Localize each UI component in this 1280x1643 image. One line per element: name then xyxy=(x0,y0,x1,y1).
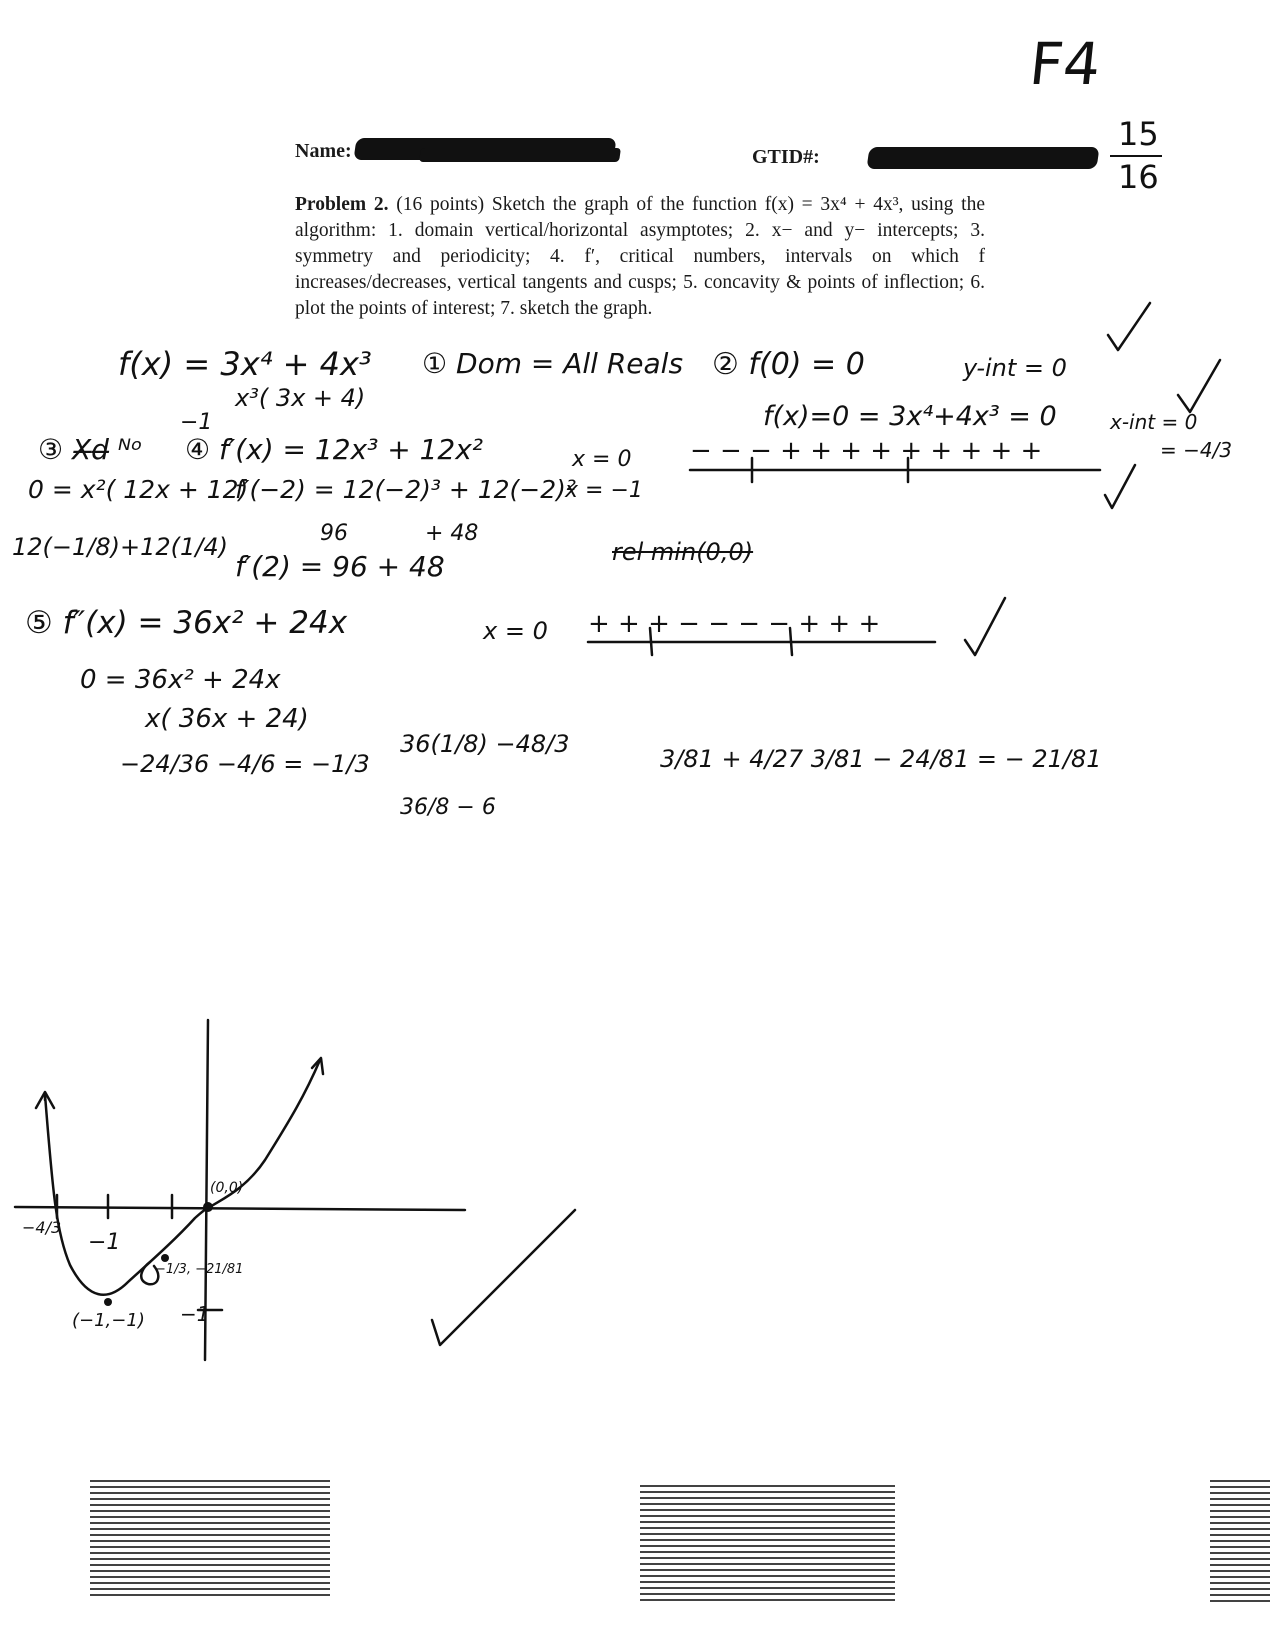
gtid-label: GTID#: xyxy=(752,146,820,168)
graph-label-y-neg1: −1 xyxy=(180,1302,210,1326)
check-mark xyxy=(432,1210,575,1345)
point-min xyxy=(104,1298,112,1306)
check-mark xyxy=(1105,465,1135,508)
work-eq2: 0 = 36x² + 24x xyxy=(80,665,281,695)
tick-mark xyxy=(650,628,652,655)
work-step2: ② f(0) = 0 xyxy=(712,347,865,382)
work-zero-eq: 0 = x²( 12x + 12) xyxy=(28,475,249,504)
graph-label-neg1: −1 xyxy=(88,1230,121,1255)
graph-label-min: (−1,−1) xyxy=(72,1310,145,1331)
work-signs1: − − − + + + + + + + + + xyxy=(690,436,1043,466)
work-yint: y-int = 0 xyxy=(963,354,1067,382)
work-eq3: x( 36x + 24) xyxy=(145,704,309,734)
work-function: f(x) = 3x⁴ + 4x³ xyxy=(118,345,372,383)
graph-label-inflection: −1/3, −21/81 xyxy=(155,1262,244,1277)
work-relmin: rel min(0,0) xyxy=(612,538,754,566)
work-xint-eq: f(x)=0 = 3x⁴+4x³ = 0 xyxy=(763,401,1057,432)
scan-redaction-middle xyxy=(640,1485,895,1605)
work-crit0: x = 0 xyxy=(572,447,632,472)
work-test-eq: f′(−2) = 12(−2)³ + 12(−2)² xyxy=(235,475,576,504)
work-eq6: 36/8 − 6 xyxy=(400,795,496,820)
work-crit2: x = 0 xyxy=(483,617,548,645)
work-xint: x-int = 0 xyxy=(1110,410,1198,434)
graph-label-neg43: −4/3 xyxy=(22,1218,62,1237)
scan-redaction-left xyxy=(90,1480,330,1600)
function-curve xyxy=(45,1060,320,1295)
work-xint-2: = −4/3 xyxy=(1160,438,1233,462)
form-code: F4 xyxy=(1026,30,1104,98)
tick-mark xyxy=(790,628,792,655)
graph-x-axis xyxy=(15,1207,465,1210)
work-signs2: + + + − − − − + + + xyxy=(588,609,881,639)
work-test2: 12(−1/8)+12(1/4) xyxy=(12,533,228,561)
check-mark xyxy=(1178,360,1220,412)
check-mark xyxy=(1108,303,1150,350)
work-test3b: + 48 xyxy=(425,521,479,546)
work-test3: f′(2) = 96 + 48 xyxy=(235,550,445,583)
work-eq4: −24/36 −4/6 = −1/3 xyxy=(120,750,370,778)
work-step3: ③ X̶d̶ ᴺᵒ xyxy=(38,433,143,466)
name-label: Name: xyxy=(295,140,352,162)
score-numerator: 15 xyxy=(1118,115,1159,153)
problem-text: (16 points) Sketch the graph of the function f(x) = 3x⁴ + 4x³, using the algorithm: 1. domain vertical/horizontal asymptotes; 2. x− and y− intercepts; 3. symmetry and periodicity; 4. f′, critical numbers, intervals on which f increases/decreases, vertical tangents and cusps; 5. concavity & points of inflection; 6. plot the points of interest; 7. sketch the graph. xyxy=(295,194,985,319)
score-denominator: 16 xyxy=(1118,158,1159,196)
work-step5: ⑤ f″(x) = 36x² + 24x xyxy=(25,605,348,641)
work-test3a: 96 xyxy=(320,521,348,546)
scan-redaction-right xyxy=(1210,1480,1270,1605)
point-inflection xyxy=(161,1254,169,1262)
graph-label-origin: (0,0) xyxy=(210,1180,244,1196)
work-eq7: 3/81 + 4/27 3/81 − 24/81 = − 21/81 xyxy=(660,745,1102,773)
work-factor: x³( 3x + 4) xyxy=(235,384,366,412)
work-crit1: x = −1 xyxy=(565,478,643,503)
work-minus1: −1 xyxy=(180,410,213,435)
work-eq5: 36(1/8) −48/3 xyxy=(400,730,570,758)
work-step4: ④ f′(x) = 12x³ + 12x² xyxy=(185,433,484,466)
check-mark xyxy=(965,598,1005,655)
work-step1: ① Dom = All Reals xyxy=(422,347,684,380)
problem-lead: Problem 2. xyxy=(295,194,389,215)
point-origin xyxy=(203,1202,213,1212)
